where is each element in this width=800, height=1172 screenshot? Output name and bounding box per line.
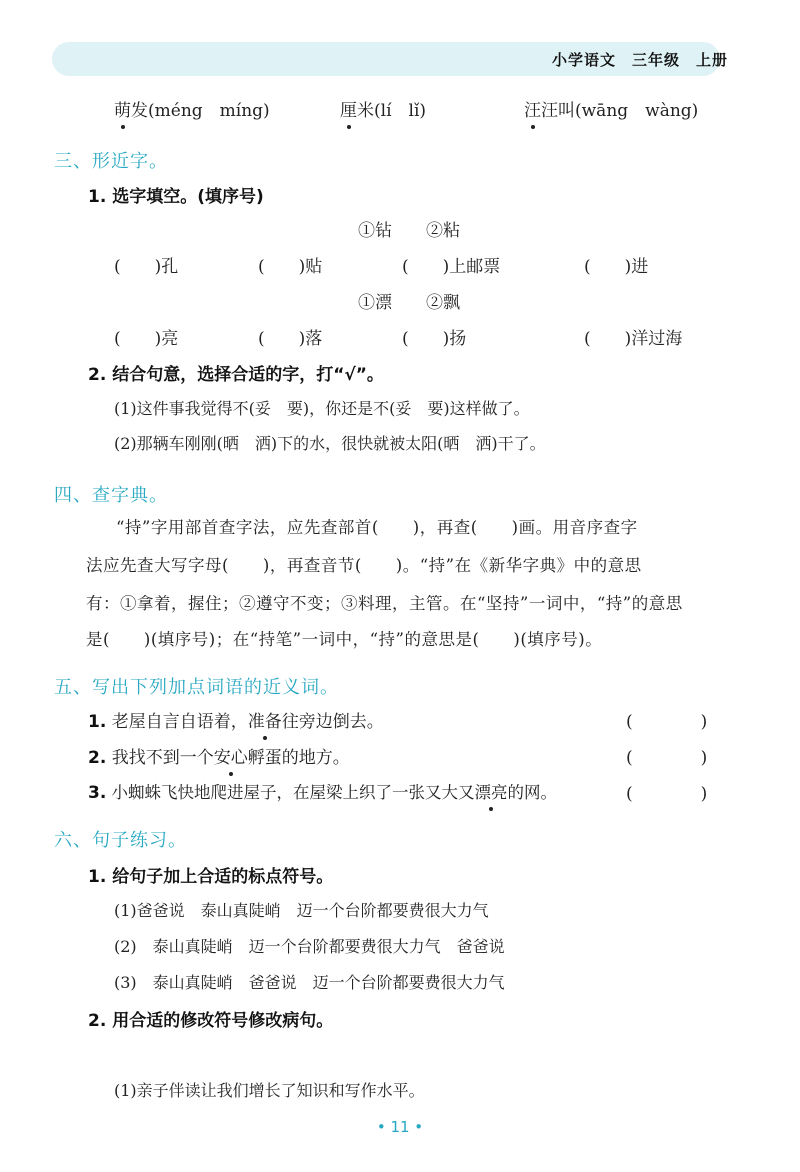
section-3-title: 三、形近字。 <box>54 151 168 172</box>
sick-sentence[interactable]: (1)亲子伴读让我们增长了知识和写作水平。 <box>114 1081 425 1100</box>
punctuation-sentence[interactable]: (1)爸爸说 泰山真陡峭 迈一个台阶都要费很大力气 <box>114 901 489 920</box>
punctuation-sentence[interactable]: (3) 泰山真陡峭 爸爸说 迈一个台阶都要费很大力气 <box>114 973 505 992</box>
answer-blank[interactable]: ( ) <box>626 748 708 768</box>
synonym-question: 2. 我找不到一个安心孵蛋的地方。 <box>88 743 350 768</box>
fill-blank-item[interactable]: ( )洋过海 <box>584 329 683 349</box>
pinyin-item-3: 汪汪叫(wāng wàng) <box>524 96 698 121</box>
fill-blank-item[interactable]: ( )进 <box>584 257 649 277</box>
fill-blank-item[interactable]: ( )上邮票 <box>402 257 501 277</box>
dotted-word: 安心 <box>214 743 248 768</box>
paragraph-line: 法应先查大写字母( )，再查音节( )。“持”在《新华字典》中的意思 <box>86 556 642 575</box>
choice-sentence[interactable]: (2)那辆车刚刚(晒 洒)下的水，很快就被太阳(晒 洒)干了。 <box>114 434 546 453</box>
sec3-q1-title: 1. 选字填空。(填序号) <box>88 187 264 207</box>
paragraph-line: 有：①拿着，握住；②遵守不变；③料理，主管。在“坚持”一词中，“持”的意思 <box>86 594 683 613</box>
paragraph-line: 是( )(填序号)；在“持笔”一词中，“持”的意思是( )(填序号)。 <box>86 630 603 649</box>
paragraph-line: “持”字用部首查字法，应先查部首( )，再查( )画。用音序查字 <box>116 518 638 537</box>
page-number: • 11 • <box>376 1118 424 1136</box>
fill-blank-item[interactable]: ( )扬 <box>402 329 467 349</box>
dotted-word: 准备 <box>248 707 282 732</box>
header-title: 小学语文 三年级 上册 <box>551 51 728 69</box>
pinyin-item-2: 厘米(lí lǐ) <box>340 96 426 121</box>
fill-blank-item[interactable]: ( )贴 <box>258 257 323 277</box>
fill-blank-item[interactable]: ( )亮 <box>114 329 179 349</box>
fill-blank-item[interactable]: ( )孔 <box>114 257 179 277</box>
synonym-question: 3. 小蜘蛛飞快地爬进屋子，在屋梁上织了一张又大又漂亮的网。 <box>88 779 557 803</box>
dotted-word: 漂亮 <box>475 779 508 803</box>
section-5-title: 五、写出下列加点词语的近义词。 <box>54 677 339 698</box>
answer-blank[interactable]: ( ) <box>626 712 708 732</box>
punctuation-sentence[interactable]: (2) 泰山真陡峭 迈一个台阶都要费很大力气 爸爸说 <box>114 937 505 956</box>
sec3-q1-options-2: ①漂 ②飘 <box>358 293 460 313</box>
pinyin-item-1: 萌发(méng míng) <box>114 96 270 121</box>
section-4-title: 四、查字典。 <box>54 485 168 506</box>
section-6-title: 六、句子练习。 <box>54 830 187 851</box>
fill-blank-item[interactable]: ( )落 <box>258 329 323 349</box>
sec6-q1-title: 1. 给句子加上合适的标点符号。 <box>88 867 334 887</box>
answer-blank[interactable]: ( ) <box>626 784 708 804</box>
choice-sentence[interactable]: (1)这件事我觉得不(妥 要)，你还是不(妥 要)这样做了。 <box>114 399 530 418</box>
sec3-q2-title: 2. 结合句意，选择合适的字，打“√”。 <box>88 365 384 385</box>
sec3-q1-options-1: ①钻 ②粘 <box>358 221 460 241</box>
synonym-question: 1. 老屋自言自语着，准备往旁边倒去。 <box>88 707 384 732</box>
sec6-q2-title: 2. 用合适的修改符号修改病句。 <box>88 1011 334 1031</box>
